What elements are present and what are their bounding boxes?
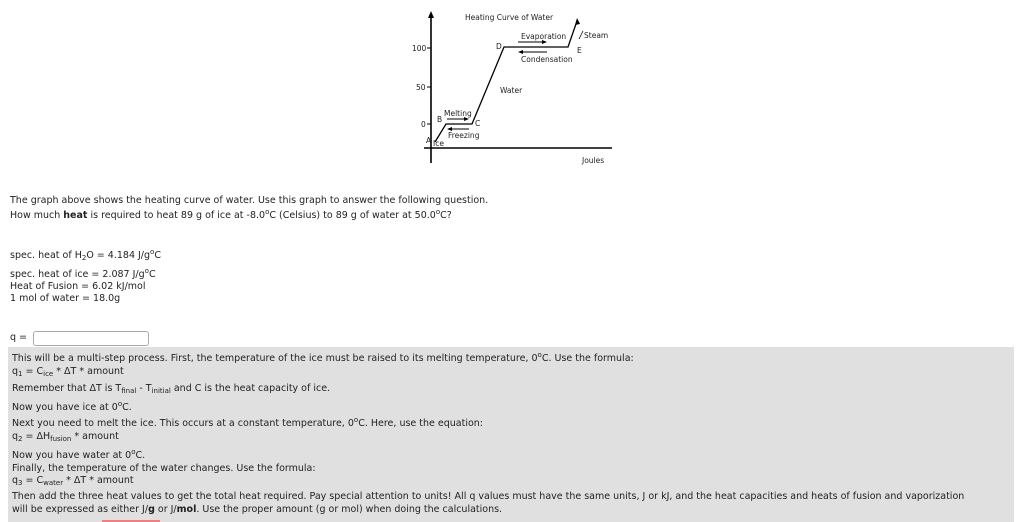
x-axis-label: Joules xyxy=(582,156,605,165)
spec-h2o-a: spec. heat of H xyxy=(10,250,82,261)
hint-l3-a: Remember that ΔT is T xyxy=(12,383,122,394)
hint-line-10: Then add the three heat values to get the total heat required. Pay special attention to units! All q values must have the same units, J or kJ, and the heat capacities and heats of fusion and vaporization xyxy=(12,491,965,502)
point-e-label: E xyxy=(577,46,582,55)
point-c-label: C xyxy=(475,119,481,128)
ice-label: Ice xyxy=(433,139,444,148)
hint-l7-b: C. xyxy=(135,450,146,461)
formula-eq: = C xyxy=(22,366,44,377)
degree-sup: o xyxy=(117,400,123,408)
hint-line-3 xyxy=(12,383,330,395)
y-tick-label-50: 50 xyxy=(416,83,426,92)
question-line1: The graph above shows the heating curve of water. Use this graph to answer the following question. xyxy=(10,195,489,206)
q-symbol: q xyxy=(12,475,19,486)
melting-label: Melting xyxy=(444,109,472,118)
question-bold-heat: heat xyxy=(63,210,88,221)
hint-l11-g: g xyxy=(148,504,155,515)
hint-l5-b: C. Here, use the equation: xyxy=(358,418,484,429)
heating-curve-graph xyxy=(400,8,630,176)
hint-line-5 xyxy=(12,418,483,430)
hint-formula-q2 xyxy=(12,431,119,443)
point-b-label: B xyxy=(437,115,443,124)
hint-line-8: Finally, the temperature of the water changes. Use the formula: xyxy=(12,463,316,474)
question-intro xyxy=(10,195,488,207)
hint-line-4 xyxy=(12,402,132,414)
heat-of-fusion: Heat of Fusion = 6.02 kJ/mol xyxy=(10,281,146,292)
graph-title: Heating Curve of Water xyxy=(465,13,554,22)
formula-rest: * amount xyxy=(71,431,119,442)
hint-formula-q3 xyxy=(12,475,134,487)
degree-sup: o xyxy=(150,248,155,256)
point-d-label: D xyxy=(496,42,502,51)
freezing-label: Freezing xyxy=(448,131,480,140)
spec-h2o-sub: 2 xyxy=(81,254,87,262)
question-part-c: C? xyxy=(440,210,452,221)
q-symbol: q xyxy=(12,431,19,442)
steam-label: Steam xyxy=(584,31,609,40)
hint-l7-a: Now you have water at 0 xyxy=(12,450,132,461)
q-sub: 2 xyxy=(18,435,23,443)
hint-formula-q1 xyxy=(12,366,124,378)
hint-panel xyxy=(8,347,1014,522)
point-a-label: A xyxy=(426,136,432,145)
condensation-label: Condensation xyxy=(521,55,573,64)
degree-sup: o xyxy=(265,208,270,216)
water-sub: water xyxy=(43,479,64,487)
condensation-arrowhead xyxy=(518,50,523,54)
formula-eq: = ΔH xyxy=(22,431,51,442)
formula-rest: * ΔT * amount xyxy=(63,475,134,486)
spec-ice-a: spec. heat of ice = 2.087 J/g xyxy=(10,269,145,280)
degree-sup: o xyxy=(435,208,441,216)
steam-pointer xyxy=(579,31,583,39)
q-symbol: q xyxy=(12,366,19,377)
spec-h2o-c: C xyxy=(154,250,161,261)
y-axis-arrow xyxy=(428,11,434,18)
formula-eq: = C xyxy=(22,475,44,486)
fusion-sub: fusion xyxy=(50,435,72,443)
spec-heat-water xyxy=(10,250,161,262)
question-prefix: How much xyxy=(10,210,64,221)
evaporation-label: Evaporation xyxy=(521,32,567,41)
water-label: Water xyxy=(500,86,523,95)
hint-l5-a: Next you need to melt the ice. This occurs at a constant temperature, 0 xyxy=(12,418,354,429)
hint-l4-a: Now you have ice at 0 xyxy=(12,402,118,413)
hint-l3-c: and C is the heat capacity of ice. xyxy=(170,383,331,394)
hint-l11-b: or J/ xyxy=(154,504,177,515)
q-sub: 3 xyxy=(18,479,23,487)
spec-heat-ice xyxy=(10,269,156,281)
spec-h2o-b: O = 4.184 J/g xyxy=(86,250,151,261)
hint-l11-mol: mol xyxy=(176,504,197,515)
question-part-a: is required to heat 89 g of ice at -8.0 xyxy=(87,210,266,221)
hint-l1-a: This will be a multi-step process. First, the temperature of the ice must be raised to its melting temperature, 0 xyxy=(12,353,538,364)
y-tick-label-100: 100 xyxy=(412,44,427,53)
degree-sup: o xyxy=(353,416,359,424)
answer-label: q = xyxy=(10,332,28,343)
hint-l4-b: C. xyxy=(122,402,132,413)
hint-l3-b: - T xyxy=(136,383,152,394)
hint-line-7 xyxy=(12,450,145,462)
hint-l1-b: C. Use the formula: xyxy=(541,353,634,364)
final-sub: final xyxy=(121,387,137,395)
spec-ice-c: C xyxy=(148,269,156,280)
mol-of-water: 1 mol of water = 18.0g xyxy=(10,293,121,304)
answer-input[interactable] xyxy=(33,331,149,346)
question-part-b: C (Celsius) to 89 g of water at 50.0 xyxy=(269,210,436,221)
degree-sup: o xyxy=(131,448,136,456)
hint-l11-c: . Use the proper amount (g or mol) when doing the calculations. xyxy=(196,504,503,515)
curve-end-arrow xyxy=(575,18,580,25)
q-sub: 1 xyxy=(18,370,23,378)
degree-sup: o xyxy=(144,267,149,275)
hint-l11-a: will be expressed as either J/ xyxy=(12,504,149,515)
y-tick-label-0: 0 xyxy=(421,120,426,129)
question-prompt xyxy=(10,210,452,222)
hint-line-1 xyxy=(12,353,634,365)
degree-sup: o xyxy=(537,351,542,359)
hint-line-11 xyxy=(12,504,502,516)
formula-rest: * ΔT * amount xyxy=(53,366,124,377)
initial-sub: initial xyxy=(151,387,171,395)
c-sub: ice xyxy=(43,370,54,378)
